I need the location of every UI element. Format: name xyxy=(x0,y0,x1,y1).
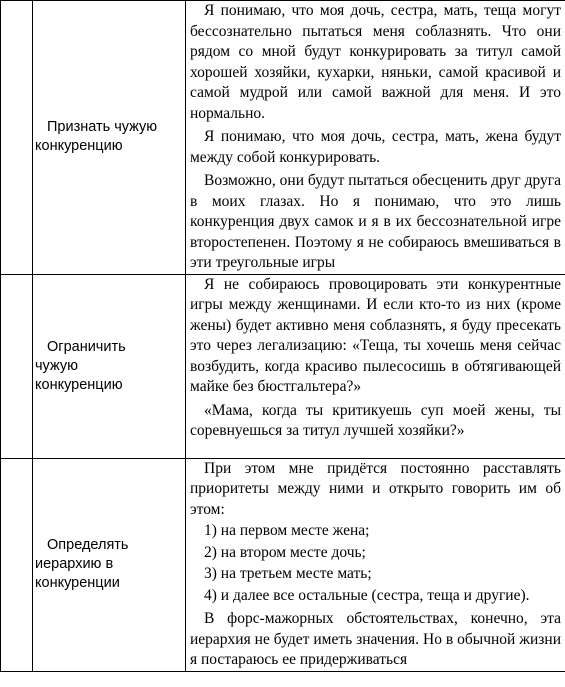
paragraph: Я понимаю, что моя дочь, сестра, мать, жена будут между собой конкурировать. xyxy=(190,128,561,166)
row-label-line: чужую xyxy=(35,357,78,374)
row-label-line: конкуренции xyxy=(35,575,120,591)
paragraph: Возможно, они будут пытаться обесценить друг друга в моих глазах. Но я понимаю, что это лишь конкуренция двух самок и я в их бессознательной игре второстепенен. Поэтому я не собираюсь вмешиваться в эти треугольные игры xyxy=(190,172,562,271)
list-item: 3) на третьем месте мать; xyxy=(204,565,372,582)
row-label-line: иерархию в xyxy=(35,556,114,572)
row-text-cell xyxy=(186,274,565,458)
row-label-cell xyxy=(33,274,186,458)
paragraph: Я не собираюсь провоцировать эти конкурентные игры между женщинами. И если кто-то из них (кроме жены) будет активно меня соблазнять, я буду пресекать это через легализацию: «Теща, ты хочешь меня сейчас возбудить, когда красиво пылесосишь в обтягивающей майке без бюстгальтера?» xyxy=(190,275,561,395)
row-text-cell xyxy=(186,1,565,275)
list-item: 4) и далее все остальные (сестра, теща и другие). xyxy=(204,586,530,604)
list-item: 2) на втором месте дочь; xyxy=(204,543,366,561)
paragraph-outro: В форс-мажорных обстоятельствах, конечно, эта иерархия не будет иметь значения. Но в обычной жизни я постараюсь ее придерживаться xyxy=(190,610,561,668)
paragraph: Я понимаю, что моя дочь, сестра, мать, теща могут бессознательно пытаться меня соблазнять. Что они рядом со мной будут конкурировать за титул самой хорошей хозяйки, кухарки, няньки, самой красивой и самой мудрой или самой важной для меня. И это нормально. xyxy=(190,2,561,122)
paragraph-intro: При этом мне придётся постоянно расставлять приоритеты между ними и открыто говорить им об этом: xyxy=(190,459,561,518)
row-label-line: Определять xyxy=(47,537,129,553)
table-row xyxy=(1,458,565,671)
row-number-cell xyxy=(1,1,33,275)
row-label-cell xyxy=(33,458,186,671)
table-row xyxy=(1,274,565,458)
list-item: 1) на первом месте жена; xyxy=(204,522,370,539)
row-number-cell xyxy=(1,458,33,671)
row-label-line: Признать чужую xyxy=(47,119,158,136)
table-row xyxy=(1,1,565,275)
row-text-cell xyxy=(186,458,565,671)
row-label-line: Ограничить xyxy=(47,338,126,355)
row-label-line: конкуренцию xyxy=(35,376,123,393)
row-label-cell xyxy=(33,1,186,275)
paragraph: «Мама, когда ты критикуешь суп моей жены, ты соревнуешься за титул лучшей хозяйки?» xyxy=(190,401,561,439)
row-number-cell xyxy=(1,274,33,458)
row-label-line: конкуренцию xyxy=(35,138,123,155)
